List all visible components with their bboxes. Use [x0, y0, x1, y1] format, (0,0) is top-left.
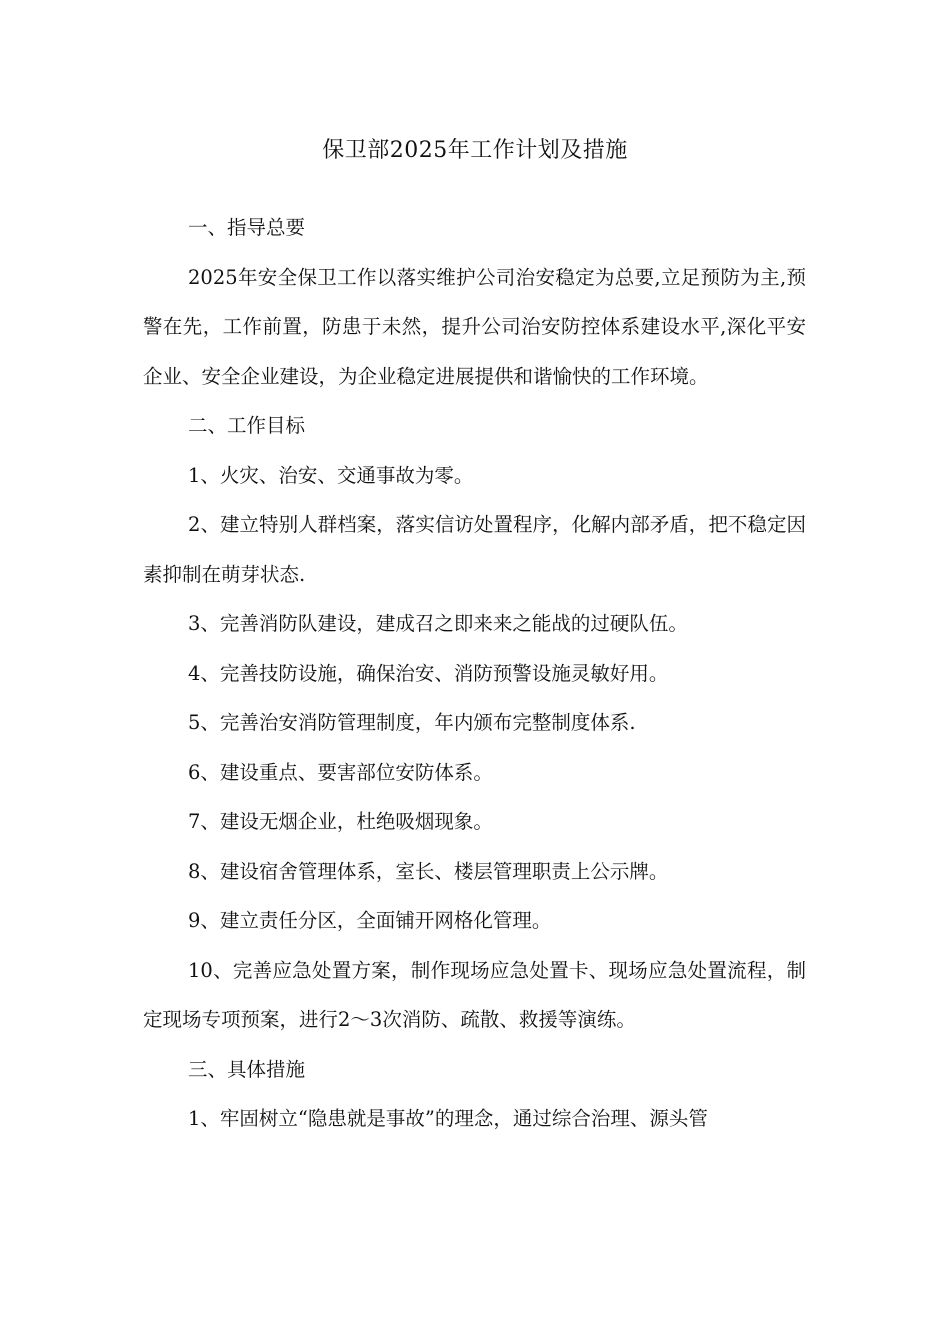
goal-item-10: 10、完善应急处置方案，制作现场应急处置卡、现场应急处置流程，制定现场专项预案，进行2～3次消防、疏散、救援等演练。 [143, 958, 806, 1031]
document-body [143, 203, 806, 1144]
goal-item-3: 3、完善消防队建设，建成召之即来来之能战的过硬队伍。 [188, 612, 688, 635]
goal-item-6: 6、建设重点、要害部位安防体系。 [188, 760, 493, 784]
document-title: 保卫部2025年工作计划及措施 [322, 138, 628, 163]
goal-item-8: 8、建设宿舍管理体系，室长、楼层管理职责上公示牌。 [188, 859, 669, 883]
section-heading-guidance: 一、指导总要 [188, 216, 306, 239]
section-heading-goals: 二、工作目标 [188, 414, 306, 437]
goal-item-2: 2、建立特别人群档案，落实信访处置程序，化解内部矛盾，把不稳定因素抑制在萌芽状态. [143, 513, 806, 586]
section-heading-measures: 三、具体措施 [188, 1057, 306, 1081]
goal-item-1: 1、火灾、治安、交通事故为零。 [188, 463, 474, 487]
measure-item-1: 1、牢固树立“隐患就是事故”的理念，通过综合治理、源头管 [188, 1107, 708, 1130]
goal-item-9: 9、建立责任分区，全面铺开网格化管理。 [188, 909, 552, 932]
goal-item-7: 7、建设无烟企业，杜绝吸烟现象。 [188, 810, 493, 833]
goal-item-5: 5、完善治安消防管理制度，年内颁布完整制度体系. [188, 711, 636, 734]
guidance-paragraph: 2025年安全保卫工作以落实维护公司治安稳定为总要,立足预防为主,预警在先，工作前置，防患于未然，提升公司治安防控体系建设水平,深化平安企业、安全企业建设，为企业稳定进展提供和谐愉快的工作环境。 [143, 265, 806, 388]
goal-item-4: 4、完善技防设施，确保治安、消防预警设施灵敏好用。 [188, 661, 669, 685]
